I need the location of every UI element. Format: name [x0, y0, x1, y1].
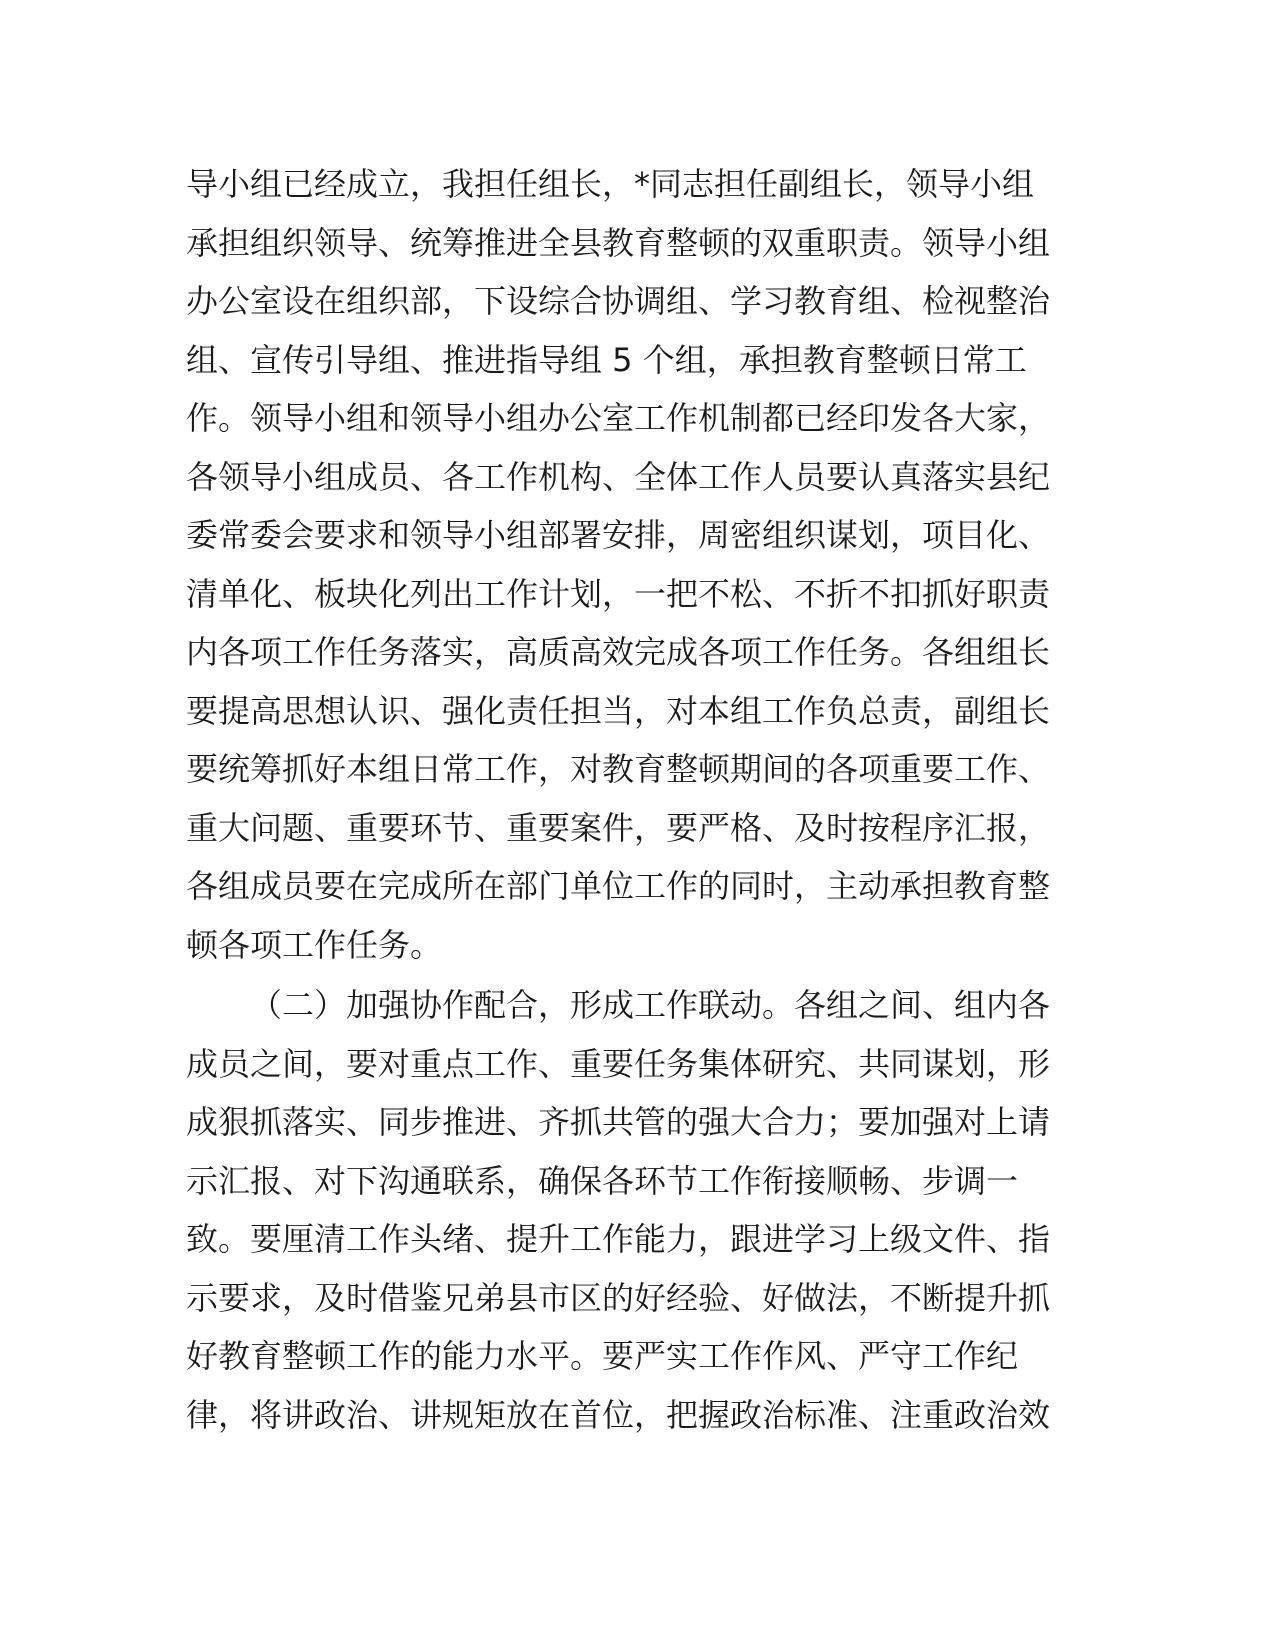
text-line: 办公室设在组织部，下设综合协调组、学习教育组、检视整治: [186, 282, 1051, 320]
text-line: 成狠抓落实、同步推进、齐抓共管的强大合力；要加强对上请: [186, 1103, 1051, 1141]
text-line: 顿各项工作任务。: [186, 925, 443, 964]
text-line: 要统筹抓好本组日常工作，对教育整顿期间的各项重要工作、: [186, 750, 1051, 788]
text-line: 承担组织领导、统筹推进全县教育整顿的双重职责。领导小组: [186, 223, 1051, 262]
text-line: 作。领导小组和领导小组办公室工作机制都已经印发各大家，: [186, 399, 1051, 437]
text-line: 委常委会要求和领导小组部署安排，周密组织谋划，项目化、: [186, 516, 1051, 554]
paragraph-cooperation: [186, 976, 1090, 1444]
text-line: 导小组已经成立，我担任组长，*同志担任副组长，领导小组: [186, 165, 1035, 203]
text-line: 组、宣传引导组、推进指导组 5 个组，承担教育整顿日常工: [186, 340, 1027, 379]
document-body: [186, 155, 1090, 1444]
text-line: 内各项工作任务落实，高质高效完成各项工作任务。各组组长: [186, 633, 1051, 671]
text-line: 好教育整顿工作的能力水平。要严实工作作风、严守工作纪: [186, 1337, 1019, 1375]
text-line-section-heading: （二）加强协作配合，形成工作联动。各组之间、组内各: [250, 986, 1051, 1024]
paragraph-leadership-group: [186, 155, 1090, 974]
text-line: 重大问题、重要环节、重要案件，要严格、及时按程序汇报，: [186, 808, 1051, 847]
text-line: 致。要厘清工作头绪、提升工作能力，跟进学习上级文件、指: [186, 1220, 1051, 1258]
text-line: 示要求，及时借鉴兄弟县市区的好经验、好做法，不断提升抓: [186, 1278, 1051, 1317]
text-line: 示汇报、对下沟通联系，确保各环节工作衔接顺畅、步调一: [186, 1161, 1019, 1200]
text-line: 各组成员要在完成所在部门单位工作的同时，主动承担教育整: [186, 867, 1051, 905]
text-line: 成员之间，要对重点工作、重要任务集体研究、共同谋划，形: [186, 1044, 1051, 1083]
text-line: 清单化、板块化列出工作计划，一把不松、不折不扣抓好职责: [186, 574, 1051, 613]
text-line: 各领导小组成员、各工作机构、全体工作人员要认真落实县纪: [186, 457, 1051, 496]
text-line: 要提高思想认识、强化责任担当，对本组工作负总责，副组长: [186, 691, 1051, 730]
text-line: 律，将讲政治、讲规矩放在首位，把握政治标准、注重政治效: [186, 1395, 1051, 1434]
